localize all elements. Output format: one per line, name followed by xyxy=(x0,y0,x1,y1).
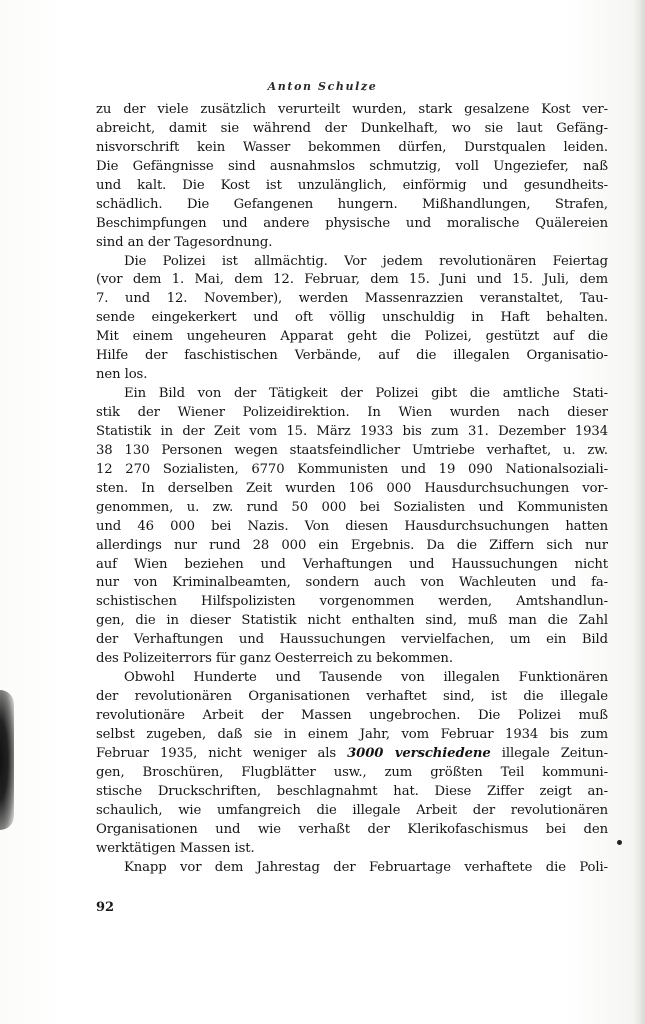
text-line: Statistik in der Zeit vom 15. März 1933 bis zum 31. Dezember 1934 xyxy=(96,423,608,439)
text-line: Mit einem ungeheuren Apparat geht die Polizei, gestützt auf die xyxy=(96,329,608,345)
text-segment: illegale Zeitun- xyxy=(490,745,608,761)
text-line: 38 130 Personen wegen staatsfeindlicher Umtriebe verhaftet, u. zw. xyxy=(96,442,608,458)
text-line: schaulich, wie umfangreich die illegale Arbeit der revolutionären xyxy=(96,802,608,818)
text-line: nur von Kriminalbeamten, sondern auch von Wachleuten und fa- xyxy=(96,575,608,591)
text-line: werktätigen Massen ist. xyxy=(96,840,255,856)
page-number: 92 xyxy=(96,900,115,915)
text-line: nen los. xyxy=(96,367,148,383)
binding-shadow xyxy=(0,690,14,830)
text-line: zu der viele zusätzlich verurteilt wurden, stark gesalzene Kost ver- xyxy=(96,102,608,117)
text-line: Beschimpfungen und andere physische und moralische Quälereien xyxy=(96,215,608,231)
text-line: sind an der Tagesordnung. xyxy=(96,234,273,250)
text-line: des Polizeiterrors für ganz Oesterreich zu bekommen. xyxy=(96,651,453,667)
margin-ink-dot xyxy=(617,840,622,845)
text-line: 7. und 12. November), werden Massenrazzien veranstaltet, Tau- xyxy=(96,291,608,307)
text-line: 12 270 Sozialisten, 6770 Kommunisten und 19 090 Nationalsoziali- xyxy=(96,461,608,477)
text-line: genommen, u. zw. rund 50 000 bei Sozialisten und Kommunisten xyxy=(96,499,608,515)
text-line-with-emphasis xyxy=(96,745,608,764)
text-line: Ein Bild von der Tätigkeit der Polizei gibt die amtliche Stati- xyxy=(124,386,608,402)
text-line: der Verhaftungen und Haussuchungen vervielfachen, um ein Bild xyxy=(96,632,608,648)
text-line: schädlich. Die Gefangenen hungern. Mißhandlungen, Strafen, xyxy=(96,196,608,212)
text-line: abreicht, damit sie während der Dunkelhaft, wo sie laut Gefäng- xyxy=(96,120,608,136)
text-line: nisvorschrift kein Wasser bekommen dürfen, Durstqualen leiden. xyxy=(96,139,608,155)
emphasized-figure: 3000 verschiedene xyxy=(347,745,491,761)
page-edge-shading xyxy=(633,0,645,1024)
text-line: Hilfe der faschistischen Verbände, auf die illegalen Organisatio- xyxy=(96,348,608,364)
text-line: stik der Wiener Polizeidirektion. In Wien wurden nach dieser xyxy=(96,405,608,420)
text-line: Organisationen und wie verhaßt der Klerikofaschismus bei den xyxy=(96,821,608,837)
text-line: sende eingekerkert und oft völlig unschuldig in Haft behalten. xyxy=(96,310,608,326)
text-segment: Februar 1935, nicht weniger als xyxy=(96,745,348,761)
text-line: gen, Broschüren, Flugblätter usw., zum größten Teil kommuni- xyxy=(96,764,608,780)
text-line: selbst zugeben, daß sie in einem Jahr, vom Februar 1934 bis zum xyxy=(96,726,608,742)
text-line: der revolutionären Organisationen verhaftet sind, ist die illegale xyxy=(96,689,608,705)
text-line: Die Gefängnisse sind ausnahmslos schmutzig, voll Ungeziefer, naß xyxy=(96,158,608,174)
text-line: gen, die in dieser Statistik nicht enthalten sind, muß man die Zahl xyxy=(96,613,608,629)
text-line: schistischen Hilfspolizisten vorgenommen werden, Amtshandlun- xyxy=(96,594,608,610)
text-line: und 46 000 bei Nazis. Von diesen Hausdurchsuchungen hatten xyxy=(96,518,608,534)
text-line: und kalt. Die Kost ist unzulänglich, einförmig und gesundheits- xyxy=(96,177,608,193)
running-head: Anton Schulze xyxy=(267,80,378,93)
text-line: revolutionäre Arbeit der Massen ungebrochen. Die Polizei muß xyxy=(96,708,608,723)
text-line: stische Druckschriften, beschlagnahmt hat. Diese Ziffer zeigt an- xyxy=(96,783,608,799)
text-line: sten. In derselben Zeit wurden 106 000 Hausdurchsuchungen vor- xyxy=(96,480,608,496)
text-line: auf Wien beziehen und Verhaftungen und Haussuchungen nicht xyxy=(96,556,608,572)
text-line: Knapp vor dem Jahrestag der Februartage verhaftete die Poli- xyxy=(124,859,608,875)
text-line: allerdings nur rund 28 000 ein Ergebnis. Da die Ziffern sich nur xyxy=(96,537,608,553)
text-line: Die Polizei ist allmächtig. Vor jedem revolutionären Feiertag xyxy=(124,253,608,269)
text-line: Obwohl Hunderte und Tausende von illegalen Funktionären xyxy=(124,670,608,686)
text-line: (vor dem 1. Mai, dem 12. Februar, dem 15. Juni und 15. Juli, dem xyxy=(96,272,608,288)
body-text xyxy=(96,101,608,877)
